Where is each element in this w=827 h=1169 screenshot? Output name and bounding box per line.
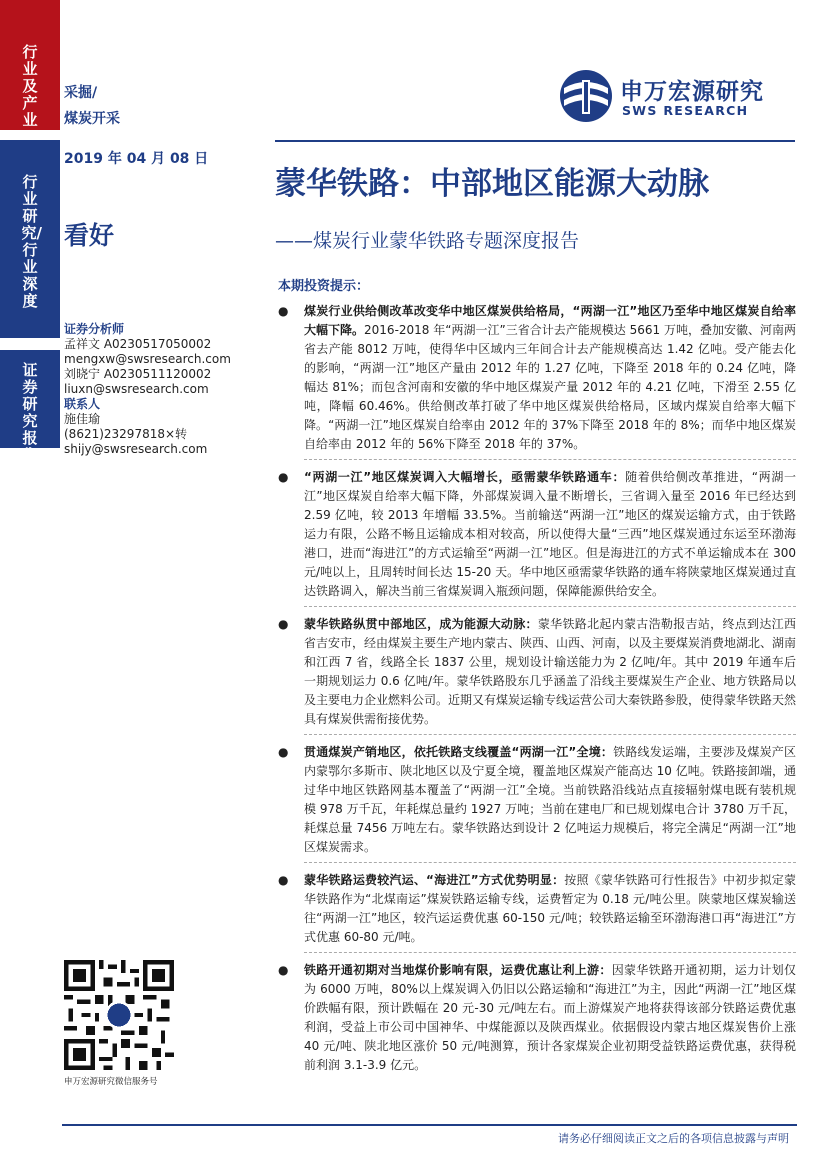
analyst-heading: 证券分析师 xyxy=(64,322,125,336)
report-date: 2019 年 04 月 08 日 xyxy=(64,151,209,167)
strip-industry-label: 行业及产业 xyxy=(22,43,38,129)
disclaimer-footer: 请务必仔细阅读正文之后的各项信息披露与声明 xyxy=(558,1132,789,1145)
divider xyxy=(304,734,796,735)
sector-line-1: 采掘/ xyxy=(64,85,98,101)
contact-line: (8621)23297818×转 xyxy=(64,427,188,441)
highlight-body: 按照《蒙华铁路可行性报告》中初步拟定蒙华铁路作为“北煤南运”煤炭铁路运输专线，运费暂定为 0.18 元/吨公里。陕蒙地区煤炭输送往“两湖一江”地区，较汽运运费优惠 60-150 元/吨；较铁路运输至环渤海港口再“海进江”方式优惠 60-80 元/吨。 xyxy=(304,873,796,944)
analyst-line: 孟祥文 A0230517050002 xyxy=(64,337,212,351)
qr-label: 申万宏源研究微信服务号 xyxy=(64,1077,158,1087)
highlight-body: 随着供给侧改革推进，“两湖一江”地区煤炭自给率大幅下降，外部煤炭调入量不断增长，三省调入量至 2016 年已经达到 2.59 亿吨，较 2013 年增幅 33.5%。当前输送“两湖一江”地区的煤炭运输方式，由于铁路运力有限，公路不畅且运输成本相对较高，所以使得大量“三西”地区煤炭通过东运至环渤海港口，进而“海进江”的方式运输至“两湖一江”地区。但是海进江的方式不单运输成本在 300 元/吨以上，且周转时间长达 15-20 天。华中地区亟需蒙华铁路的通车将陕蒙地区煤炭通过直达铁路调入，解决当前三省煤炭调入瓶颈问题，保障能源供给安全。 xyxy=(304,470,796,598)
highlight-lead: 蒙华铁路纵贯中部地区，成为能源大动脉： xyxy=(304,617,538,631)
highlight-body: 蒙华铁路北起内蒙古浩勒报吉站，终点到达江西省吉安市，经由煤炭主要生产地内蒙古、陕西、山西、河南，以及主要煤炭消费地湖北、湖南和江西 7 省，线路全长 1837 公里，规划设计输送能力为 2 亿吨/年。其中 2019 年通车后一期规划运力 0.6 亿吨/年。蒙华铁路股东几乎涵盖了沿线主要煤炭生产企业、地方铁路局以及主要电力企业燃料公司。近期又有煤炭运输专线运营公司大秦铁路参股，使得蒙华铁路天然具有煤炭供需衔接优势。 xyxy=(304,617,797,726)
highlight-item xyxy=(274,468,796,601)
highlight-item xyxy=(274,615,796,729)
bullet-icon: ● xyxy=(278,617,289,631)
highlight-body: 2016-2018 年“两湖一江”三省合计去产能规模达 5661 万吨，叠加安徽、河南两省去产能 8012 万吨，使得华中区域内三年间合计去产能规模高达 1.42 亿吨。受产能去化的影响，“两湖一江”地区产量由 2012 年的 1.27 亿吨，下降至 2018 年的 0.24 亿吨，降幅达 81%；而包含河南和安徽的华中地区煤炭产量 2012 年的 4.21 亿吨，下滑至 2.55 亿吨，降幅 60.46%。供给侧改革打破了华中地区煤炭供给格局，区域内煤炭自给率大幅下降。“两湖一江”地区煤炭自给率由 2012 年的 37%下降至 2018 年的 8%；而华中地区煤炭自给率由 2012 年的 56%下降至 2018 年的 37%。 xyxy=(304,323,796,451)
highlight-item xyxy=(274,743,796,857)
report-title: 蒙华铁路：中部地区能源大动脉 xyxy=(275,166,709,202)
highlight-body: 铁路线发运端，主要涉及煤炭产区内蒙鄂尔多斯市、陕北地区以及宁夏全境，覆盖地区煤炭产能高达 10 亿吨。铁路接卸端，通过华中地区铁路网基本覆盖了“两湖一江”全境。当前铁路沿线站点直接辐射煤电既有装机规模 978 万千瓦，年耗煤总量约 1927 万吨；当前在建电厂和已规划煤电合计 3780 万千瓦，耗煤总量 7456 万吨左右。蒙华铁路达到设计 2 亿吨运力规模后，将完全满足“两湖一江”地区煤炭需求。 xyxy=(304,745,796,854)
header-divider xyxy=(275,140,795,142)
section-heading: 本期投资提示： xyxy=(278,279,370,294)
wechat-qr-code-icon xyxy=(64,960,174,1070)
bullet-icon: ● xyxy=(278,963,289,977)
divider xyxy=(304,952,796,953)
bullet-icon: ● xyxy=(278,304,289,318)
divider xyxy=(304,606,796,607)
investment-highlights xyxy=(274,302,796,1084)
divider xyxy=(304,862,796,863)
contact-line: 施佳瑜 xyxy=(64,412,101,426)
highlight-body: 因蒙华铁路开通初期，运力计划仅为 6000 万吨，80%以上煤炭调入仍旧以公路运输和“海进江”为主，因此“两湖一江”地区煤价跌幅有限，预计跌幅在 20 元-30 元/吨左右。而上游煤炭产地将获得该部分铁路运费优惠利润，受益上市公司中国神华、中煤能源以及陕西煤业。依据假设内蒙古地区煤炭售价上涨 40 元/吨、陕北地区涨价 50 元/吨测算，预计各家煤炭企业初期受益铁路运费优惠，获得税前利润 3.1-3.9 亿元。 xyxy=(304,963,796,1072)
highlight-lead: “两湖一江”地区煤炭调入大幅增长，亟需蒙华铁路通车： xyxy=(304,470,626,484)
analyst-line: mengxw@swsresearch.com xyxy=(64,352,231,366)
bullet-icon: ● xyxy=(278,873,289,887)
divider xyxy=(304,459,796,460)
report-subtitle: ——煤炭行业蒙华铁路专题深度报告 xyxy=(275,230,580,252)
highlight-lead: 铁路开通初期对当地煤价影响有限，运费优惠让利上游： xyxy=(304,963,612,977)
footer-divider xyxy=(62,1124,797,1126)
analyst-line: liuxn@swsresearch.com xyxy=(64,382,209,396)
logo-text-cn: 申万宏源研究 xyxy=(620,79,764,105)
highlight-item xyxy=(274,871,796,947)
sws-logo-icon xyxy=(558,68,614,124)
analyst-block xyxy=(64,322,264,457)
logo-text-en: SWS RESEARCH xyxy=(622,103,749,118)
contact-line: shijy@swsresearch.com xyxy=(64,442,208,456)
highlight-lead: 蒙华铁路运费较汽运、“海进江”方式优势明显： xyxy=(304,873,565,887)
sector-line-2: 煤炭开采 xyxy=(64,111,120,127)
highlight-item xyxy=(274,302,796,454)
highlight-lead: 贯通煤炭产销地区，依托铁路支线覆盖“两湖一江”全境： xyxy=(304,745,614,759)
contact-heading: 联系人 xyxy=(64,397,101,411)
analyst-line: 刘晓宁 A0230511120002 xyxy=(64,367,212,381)
strip-report-type-label: 行业研究/行业深度 xyxy=(21,173,42,310)
rating: 看好 xyxy=(64,221,115,250)
bullet-icon: ● xyxy=(278,470,289,484)
bullet-icon: ● xyxy=(278,745,289,759)
strip-report-type xyxy=(0,140,60,338)
strip-category-label: 证券研究报告 xyxy=(22,361,38,464)
highlight-item xyxy=(274,961,796,1075)
highlight-lead: 煤炭行业供给侧改革改变华中地区煤炭供给格局，“两湖一江”地区乃至华中地区煤炭自给率大幅下降。 xyxy=(304,304,796,337)
strip-industry xyxy=(0,0,60,130)
strip-category xyxy=(0,350,60,464)
